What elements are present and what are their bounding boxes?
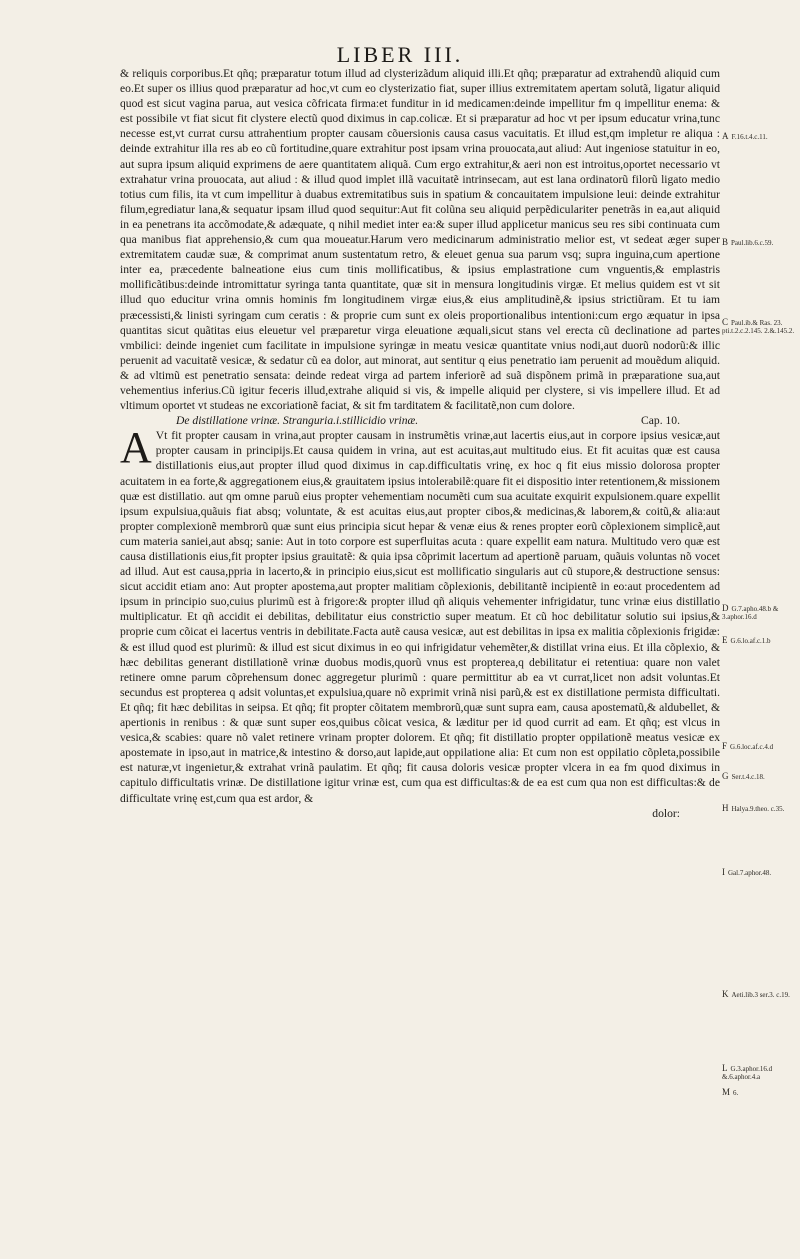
chapter-number: Cap. 10. [641,414,680,428]
running-head: LIBER III. [336,42,464,67]
margin-note: A F.16.t.4.c.11. [722,131,768,141]
margin-note: E G.6.lo.af.c.1.b [722,635,771,645]
chapter-heading [120,413,720,428]
paragraph-continuation: & reliquis corporibus.Et qñq; præparatur totum illud ad clysterizãdum aliquid illi.Et qñq; præparatur ad extrahendũ aliquid cum eo.Et super os illius quod præparatur ad hoc,vt cum eo clysterizatio fiat, super illius extremitatem apertam solutã, ligatur aliquid quod est sicut vagina parua, aut vesica cõfricata firma:et funditur in id medicamen:deinde impellitur fm q impellitur enema: & est possibile vt fiat sicut fit clystere electũ quod diximus in cap.colicæ. Et si præparatur ad hoc vt per ipsum educatur vrina,tunc necesse est,vt currat cursu attrahentium propter causam cõuersionis causa casus vacuitatis. Et illud est,qm impletur re aliqua : deinde extrahitur illa res ab eo cũ fortitudine,quare extrahitur post ipsam vrina prouocata,aut aliud: Aut ingeniose statuitur in eo, aut supra ipsum aliquid exprimens de aere quantitatem aliquã. Cum ergo extrahitur,& aeri non est introitus,oportet necessario vt extrahatur vrina prouocata, aut aliud : & illud quod implet illã vacuitatẽ intrinsecam, aut est lana ordinatorũ filorũ ligato medio totius cum filis, ita vt cum impellitur à duabus extremitatibus suis in spatium & concauitatem impulsione leui: deinde extrahitur filum,egrediatur lana,& sequatur ipsam illud quod sequitur:Aut fit colũna seu aliquid perpẽdiculariter penetrãs in ea,aut aliquid in ea penetrans ita accõmodate,& adæquate, q nihil mediet inter ea:& super illud applicetur manicus seu res sibi continuata cum qua manibus fiat apprehensio,& cum qua moueatur.Harum vero medicinarum administratio melior est, vt sedeat æger super extremitatem caudæ suæ, & comprimat anum sustentatum retro, & eleuet genua sua parum vsq; supra inguina,cum apertione inter ea, præcedente balneatione eius cum tinis mollificatibus, & ipsius emplastratione cum vnguentis,& emplastris mollificãtibus:deinde intromittatur syringa tanta quantitate, quæ sit in mensura longitudinis virgæ. Et melius quidem est vt sit illud quo educitur vrina omnis hominis fm longitudinem virgæ eius,& eius amplitudinẽ,& ipsius strictiũram. Et tu iam præcessisti,& linisti syringam cum ceratis : & proprie cum sunt ex oleis proportionalibus intentioni:cum ergo æquatur in ipsa quantitas sicut quãtitas eius eleuetur vel præparetur virga eleuatione æquali,sicut stans vel erecta cũ declinatione ad partes vmbilici: deinde ingeniet cum facilitate in impulsione syringæ in meatu vesicæ quantitate vnius nodi,aut duorũ nodorũ:& illic peruenit ad vacuitatẽ vesicæ, & sedatur cũ ea dolor, aut minorat, aut sentitur q eius penetratio iam peruenit ad mouẽdum aliquid. & ad vltimũ est penetratio sensata: deinde redeat virga ad partem inferiorẽ ad suã dispõnem primã in præparatione sua,aut vehementius inferius.Cũ igitur feceris illud,extrahe aliquid si vis, & impelle aliquid per clystere, si vis impellere illud. Et ad vltimum oportet vt studeas ne excoriationẽ faciat, & sit fm tarditatem & facilitatẽ,non cum dolore. [120,67,720,413]
chapter-paragraph [120,423,720,805]
margin-note: D G.7.apho.48.b & 3.aphor.16.d [722,603,779,621]
drop-cap: A [120,423,152,473]
margin-note: B Paul.lib.6.c.59. [722,237,774,247]
main-text [120,66,720,821]
margin-note: L G.3.aphor.16.d &.6.aphor.4.a [722,1063,773,1081]
margin-note: F G.6.loc.af.c.4.d [722,741,774,751]
margin-note: I Gal.7.aphor.48. [722,867,772,877]
margin-note: K Aeti.lib.3 ser.3. c.19. [722,989,790,999]
margin-note: C Paul.ib.& Ras. 23. pti.t.2.c.2.145. 2.&.145.2. [722,317,795,335]
chapter-body: Vt fit propter causam in vrina,aut propter causam in instrumẽtis vrinæ,aut lacertis eius,aut in corpore ipsius vesicæ,aut propter causam in principijs.Et causa quidem in vrina, aut est acuitas,aut multitudo eius. Et fit acuitas quæ est causa distillationis eius,aut propter illud quod diximus in cap.difficultatis vrinę, ex hoc q fit eius missio dolorosa propter acuitatem in ea forte,& aggregationem eius,& grauitatem ipsius intolerabilẽ:quare fit ei dispositio inter retentionem,& missionem quæ est distillatio. aut qm omne paruũ eius propter vehementiam nocumẽti cum sua acuitate exquirit expulsionem.quare expellit ipsum expulsiua,quãuis fiat absq; voluntate, & est acuitas eius,aut propter cibos,& medicinas,& laborem,& coitũ,& alia:aut propter complexionẽ membrorũ quæ sunt eius principia sicut hepar & venæ eius & renes propter eorũ cõplexionem simplicẽ,aut cum materia saniei,aut absq; sanie: Aut in toto corpore est superfluitas acuta : quare expellit eam natura. Multitudo vero quæ est causa distillationis eius,fit propter ipsius grauitatẽ: & quia ipsa cõprimit lacertum ad apertionẽ paruam, quãuis voluntas nõ vocet ad illud. Aut est causa,ppria in lacerto,& in principio eius,sicut est mollificatio singularis aut cũ stupore,& destructione sensus: sicut accidit etiam ano: Aut propter apostema,aut propter malitiam cõplexionis, debilitantẽ incipientẽ in eo:aut procedentem ad ipsum in principio suo,cuius plurimũ est à frigore:& propter illud qñ aliquis vehementer infrigidatur, tunc vrinæ eius distillatio multiplicatur. Et qñ accidit ei debilitas, debilitatur eius constrictio super meatum. Et cũ hoc debilitatur solutio sui ipsius,& proprie cum cõicat ei lacertus ventris in debilitate.Facta autẽ causa vesicæ, aut est debilitas in ipsa ex malitia cõplexionis frigidæ: & est illud quod est plurimũ: & illud est sicut diximus in eo qui infrigidatur vehemẽter,& distillat vrina eius. Et illa cõplexio, & hæc debilitas generant distillationẽ vrinæ duobus modis,quorũ vnus est propterea,q debilitatur ei retentiua: quare non valet retinere omne parum cõprehensum donec aggregetur plurimũ : quare permittitur ab ea vt currat,licet non adsit voluntas.Et secundus est propterea q adsit voluntas,et expulsiua,quare nõ exprimit vrinã nisi parũ,& est ex distillatione permista difficultati. Et qñq; fit hæc debilitas in seipsa. Et qñq; fit propter cõitatem membrorũ,quæ sunt supra eam, causa apostematũ,& aldubellet, & apertionis in renibus : & quæ sunt super eos,quibus cõicat vesica, & læditur per id quod currit ad eam. Et qñq; est vlcus in vesica,& scabies: quare nõ valet retinere vrinam propter dolorem. Et qñq; fit distillatio propter oppilationẽ meatus vesicæ ex apostemate in ipso,aut in matrice,& intestino & dorso,aut lapide,aut oppilatione alia: Et cum non est oppilatio cõpleta,possibile est naturæ,vt ingenietur,& extrahat vrinã paulatim. Et qñq; fit causa doloris vesicæ propter vlcera in ea fm quod diximus in capitulo difficultatis vrinæ. De distillatione igitur vrinæ est, cum qua est difficultas:& de ea est cum qua non est difficultas:& de difficultate vrinę est,cum qua est ardor, & [120,429,720,805]
margin-note: M 6. [722,1087,739,1097]
margin-note: G Ser.t.4.c.18. [722,771,765,781]
margin-note: H Halya.9.theo. c.35. [722,803,785,813]
chapter-title: De distillatione vrinæ. Stranguria.i.stillicidio vrinæ. [176,414,419,428]
catchword: dolor: [652,806,680,820]
